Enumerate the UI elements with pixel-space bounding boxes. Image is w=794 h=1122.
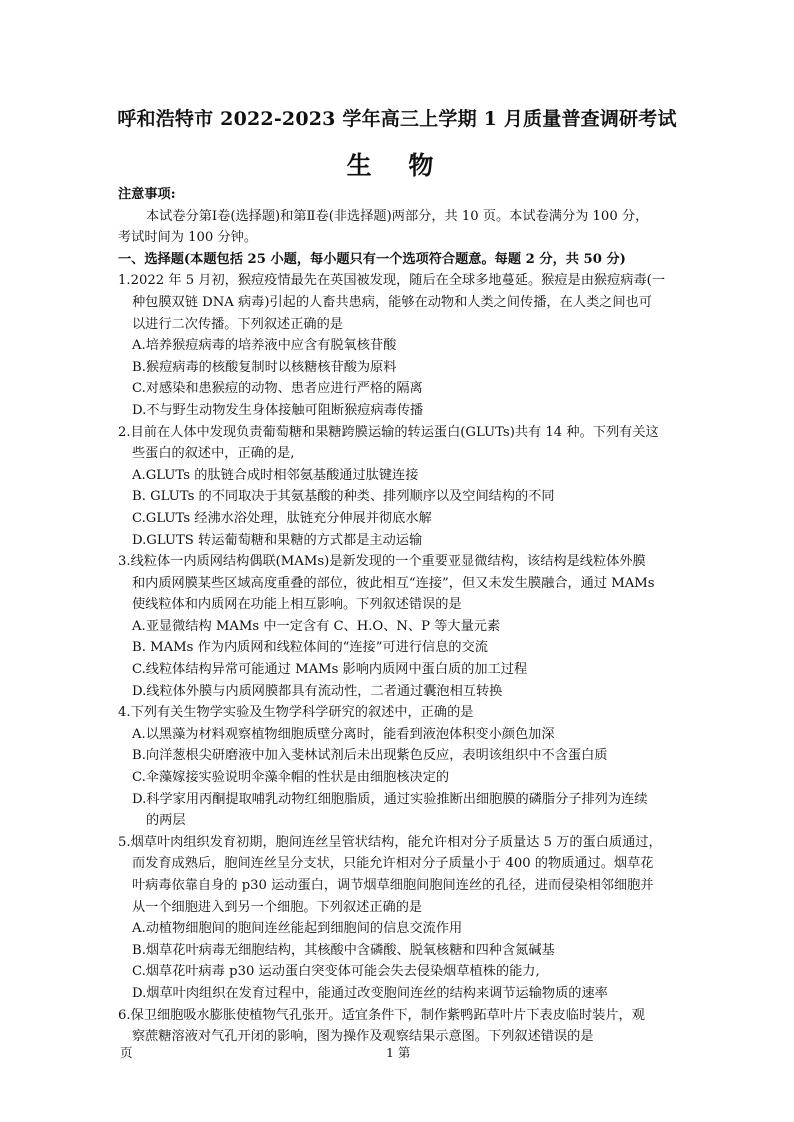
footer-page-number: 1 第 (386, 1045, 411, 1060)
question-1-stem: 1.2022 年 5 月初，猴痘疫情最先在英国被发现，随后在全球多地蔓延。猴痘是由猴痘病毒(一 (118, 273, 666, 289)
question-3-stem: 使线粒体和内质网在功能上相互影响。下列叙述错误的是 (132, 597, 462, 613)
question-5-option-c: C.烟草花叶病毒 p30 运动蛋白突变体可能会失去侵染烟草植株的能力, (132, 964, 540, 980)
section-heading: 一、选择题(本题包括 25 小题，每小题只有一个选项符合题意。每题 2 分，共 50 分) (118, 251, 626, 267)
question-2-option-c: C.GLUTs 经沸水浴处理，肽链充分伸展并彻底水解 (132, 510, 432, 526)
question-4-option-d: D.科学家用丙酮提取哺乳动物红细胞脂质，通过实验推断出细胞膜的磷脂分子排列为连续 (132, 791, 648, 807)
question-1-option-a: A.培养猴痘病毒的培养液中应含有脱氧核苷酸 (132, 338, 397, 354)
question-2-stem: 2.目前在人体中发现负责葡萄糖和果糖跨膜运输的转运蛋白(GLUTs)共有 14 种。下列有关这 (118, 424, 659, 440)
question-1-option-c: C.对感染和患猴痘的动物、患者应进行严格的隔离 (132, 381, 423, 397)
footer-page-label: 页 (120, 1045, 133, 1060)
notice-line: 考试时间为 100 分钟。 (118, 230, 258, 246)
question-5-stem: 5.烟草叶肉组织发育初期，胞间连丝呈管状结构，能允许相对分子质量达 5 万的蛋白质通过， (118, 834, 662, 850)
question-6-stem: 6.保卫细胞吸水膨胀使植物气孔张开。适宜条件下，制作紫鸭跖草叶片下表皮临时装片，观 (118, 1007, 645, 1023)
question-2-stem: 些蛋白的叙述中，正确的是, (132, 446, 295, 462)
question-3-stem: 和内质网膜某些区域高度重叠的部位，彼此相互“连接”，但又未发生膜融合，通过 MAMs (132, 575, 655, 591)
exam-body (118, 184, 678, 1048)
subject-title: 生 物 (346, 151, 448, 180)
question-4-option-c: C.伞藻嫁接实验说明伞藻伞帽的性状是由细胞核决定的 (132, 770, 450, 786)
question-4-stem: 4.下列有关生物学实验及生物学科学研究的叙述中，正确的是 (118, 705, 474, 721)
question-5-stem: 从一个细胞进入到另一个细胞。下列叙述正确的是 (132, 899, 423, 915)
question-5-option-b: B.烟草花叶病毒无细胞结构，其核酸中含磷酸、脱氧核糖和四种含氮碱基 (132, 942, 555, 958)
exam-title: 呼和浩特市 2022-2023 学年高三上学期 1 月质量普查调研考试 (117, 108, 677, 130)
question-1-option-b: B.猴痘病毒的核酸复制时以核糖核苷酸为原料 (132, 359, 397, 375)
question-5-stem: 叶病毒依靠自身的 p30 运动蛋白，调节烟草细胞间胞间连丝的孔径，进而侵染相邻细胞并 (132, 878, 654, 893)
question-3-option-d: D.线粒体外膜与内质网膜都具有流动性，二者通过囊泡相互转换 (132, 683, 503, 699)
question-4-option-b: B.向洋葱根尖研磨液中加入斐林试剂后未出现紫色反应，表明该组织中不含蛋白质 (132, 748, 608, 764)
question-3-option-b: B. MAMs 作为内质网和线粒体间的“连接”可进行信息的交流 (132, 640, 488, 656)
question-2-option-a: A.GLUTs 的肽链合成时相邻氨基酸通过肽键连接 (132, 467, 419, 483)
question-4-option-d-continued: 的两层 (146, 813, 186, 829)
notice-heading: 注意事项: (118, 187, 176, 202)
question-3-option-a: A.亚显微结构 MAMs 中一定含有 C、H.O、N、P 等大量元素 (132, 618, 501, 634)
question-1-stem: 种包膜双链 DNA 病毒)引起的人畜共患病，能够在动物和人类之间传播，在人类之间也可 (132, 294, 652, 310)
question-5-stem: 而发育成熟后，胞间连丝呈分支状，只能允许相对分子质量小于 400 的物质通过。烟草花 (132, 856, 654, 872)
question-1-stem: 以进行二次传播。下列叙述正确的是 (132, 316, 343, 332)
question-4-option-a: A.以黑藻为材料观察植物细胞质壁分离时，能看到液泡体积变小颜色加深 (132, 726, 555, 742)
question-6-stem: 察蔗糖溶液对气孔开闭的影响，图为操作及观察结果示意图。下列叙述错误的是 (132, 1029, 594, 1045)
question-3-stem: 3.线粒体一内质网结构偶联(MAMs)是新发现的一个重要亚显微结构，该结构是线粒体外膜 (118, 554, 646, 570)
question-5-option-d: D.烟草叶肉组织在发育过程中，能通过改变胞间连丝的结构来调节运输物质的速率 (132, 985, 608, 1001)
question-3-option-c: C.线粒体结构异常可能通过 MAMs 影响内质网中蛋白质的加工过程 (132, 662, 528, 678)
notice-line: 本试卷分第Ⅰ卷(选择题)和第Ⅱ卷(非选择题)两部分，共 10 页。本试卷满分为 100 分， (146, 208, 649, 224)
question-1-option-d: D.不与野生动物发生身体接触可阻断猴痘病毒传播 (132, 402, 424, 418)
question-2-option-b: B. GLUTs 的不同取决于其氨基酸的种类、排列顺序以及空间结构的不同 (132, 489, 555, 505)
question-2-option-d: D.GLUTS 转运葡萄糖和果糖的方式都是主动运输 (132, 532, 423, 548)
question-5-option-a: A.动植物细胞间的胞间连丝能起到细胞间的信息交流作用 (132, 921, 463, 937)
